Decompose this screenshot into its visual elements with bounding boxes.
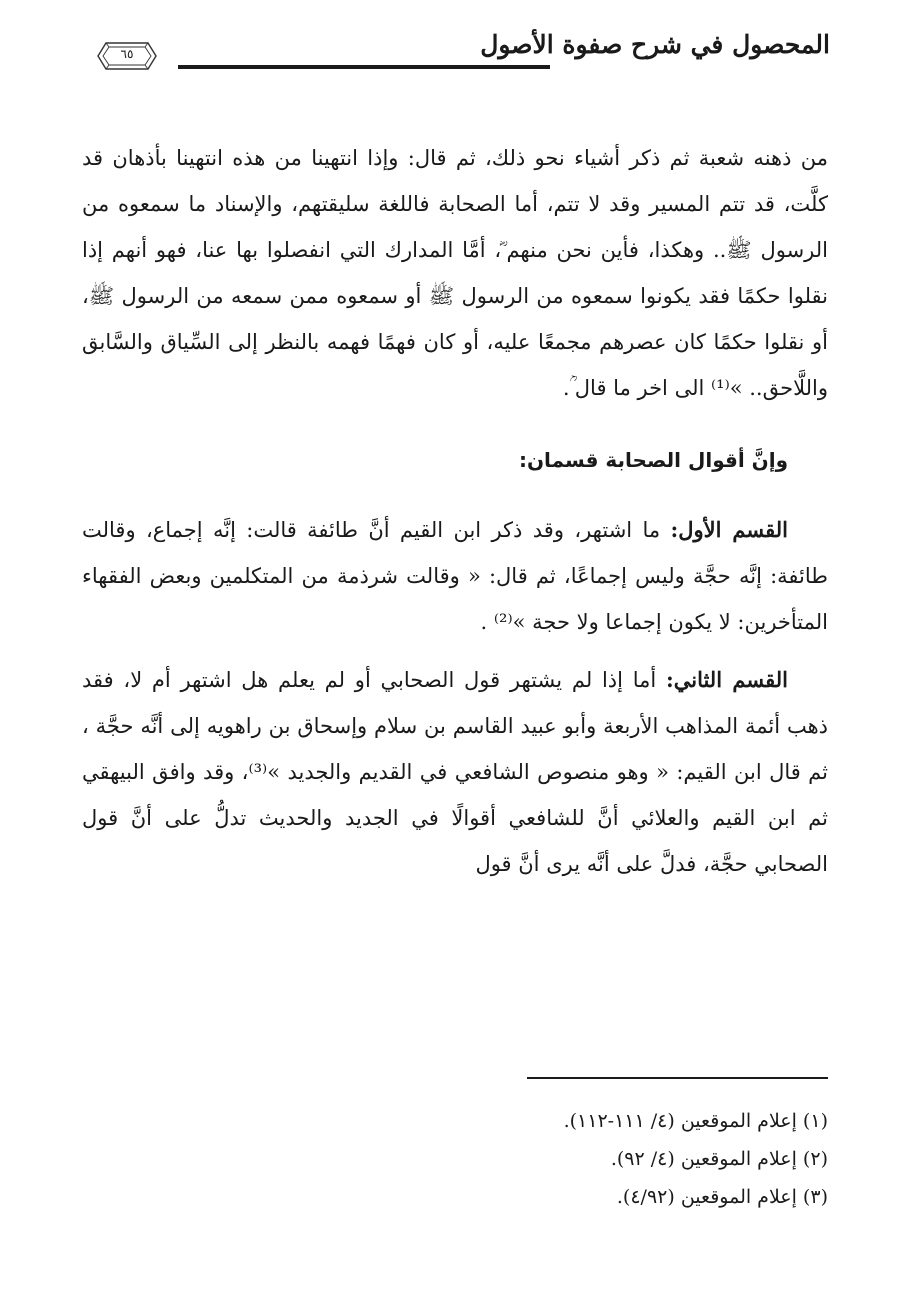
page-number-frame: [96, 40, 158, 72]
paragraph-1: من ذهنه شعبة ثم ذكر أشياء نحو ذلك، ثم قال: وإذا انتهينا من هذه انتهينا بأذهان قد كلَّت، قد تتم المسير وقد لا تتم، أما الصحابة فاللغة سليقتهم، والإسناد ما سمعوه من الرسول ﷺ.. وهكذا، فأين نحن منهم ؓ، أمَّا المدارك التي انفصلوا بها عنا، فهو أنهم إذا نقلوا حكمًا فقد يكونوا سمعوه من الرسول ﷺ أو سمعوه ممن سمعه من الرسول ﷺ، أو نقلوا حكمًا كان عصرهم مجمعًا عليه، أو كان فهمًا فهمه بالنظر إلى السِّياق والسَّابق واللَّاحق.. »⁽¹⁾ الى اخر ما قال ؒ.: [82, 146, 828, 400]
footnote-2: (٢) إعلام الموقعين (٤/ ٩٢).: [610, 1148, 828, 1170]
footnotes: [82, 1102, 828, 1216]
paragraph-3-lead: القسم الثاني:: [665, 667, 788, 692]
main-text: [82, 135, 828, 887]
footnote-3: (٣) إعلام الموقعين (٤/٩٢).: [616, 1186, 828, 1208]
footnote-1: (١) إعلام الموقعين (٤/ ١١١-١١٢).: [563, 1110, 828, 1132]
book-title: المحصول في شرح صفوة الأصول: [480, 30, 830, 59]
paragraph-2-lead: القسم الأول:: [670, 517, 788, 542]
footnote-divider: [527, 1077, 828, 1079]
paragraph-3: [82, 657, 828, 887]
header-rule: [178, 65, 550, 69]
paragraph-3-text: أما إذا لم يشتهر قول الصحابي أو لم يعلم هل اشتهر أم لا، فقد ذهب أئمة المذاهب الأربعة وأبو عبيد القاسم بن سلام وإسحاق بن راهويه إلى أنَّه حجَّة ، ثم قال ابن القيم: « وهو منصوص الشافعي في القديم والجديد »⁽³⁾، وقد وافق البيهقي ثم ابن القيم والعلائي أنَّ للشافعي أقوالًا في الجديد والحديث تدلُّ على أنَّ قول الصحابي حجَّة، فدلَّ على أنَّه يرى أنَّ قول: [82, 668, 829, 876]
page-header: [90, 28, 830, 78]
section-heading: وإنَّ أقوال الصحابة قسمان:: [518, 448, 788, 472]
paragraph-2: [82, 507, 828, 645]
page-number: ٦٥: [120, 47, 134, 61]
paragraph-2-text: ما اشتهر، وقد ذكر ابن القيم أنَّ طائفة قالت: إنَّه إجماع، وقالت طائفة: إنَّه حجَّة وليس إجماعًا، ثم قال: « وقالت شرذمة من المتكلمين وبعض الفقهاء المتأخرين: لا يكون إجماعا ولا حجة »⁽²⁾ .: [82, 518, 828, 634]
